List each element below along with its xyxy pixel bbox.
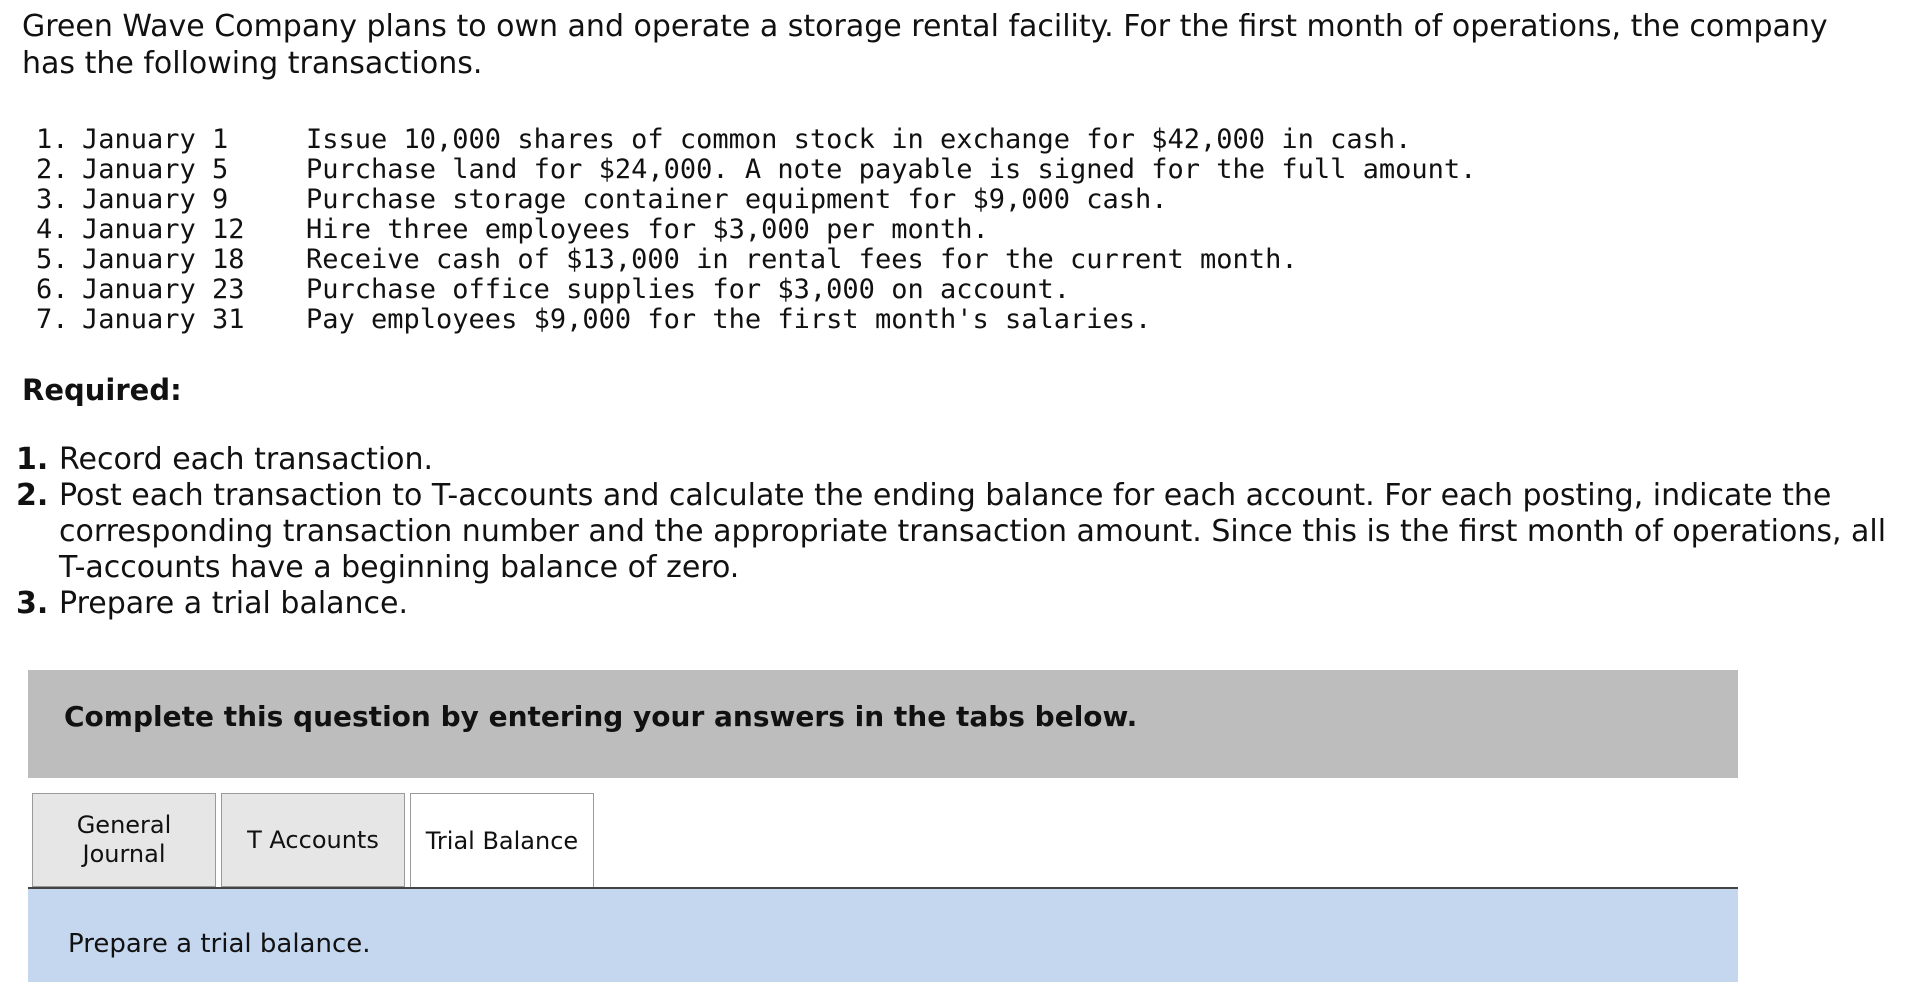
- transaction-description: Purchase office supplies for $3,000 on account.: [306, 274, 1071, 305]
- required-item-number: 1.: [16, 442, 49, 477]
- transaction-number: 4.: [36, 214, 69, 245]
- trial-balance-panel: [28, 889, 1738, 982]
- tab-trial-balance[interactable]: [410, 793, 594, 889]
- transaction-item: [36, 185, 1476, 215]
- transaction-date: January 5: [82, 154, 229, 185]
- transaction-date: January 23: [82, 274, 245, 305]
- required-item-text: Post each transaction to T-accounts and calculate the ending balance for each account. For each posting, indicate the corresponding transaction number and the appropriate transaction amount. Since this is the first month of operations, all T-accounts have a beginning balance of zero.: [59, 478, 1887, 585]
- transaction-description: Receive cash of $13,000 in rental fees for the current month.: [306, 244, 1298, 275]
- required-item-text: Record each transaction.: [59, 442, 434, 477]
- transaction-date: January 31: [82, 304, 245, 335]
- tab-general-journal[interactable]: [32, 793, 216, 887]
- transaction-item: [36, 215, 1476, 245]
- required-item: [16, 478, 1896, 586]
- transaction-item: [36, 305, 1476, 335]
- transaction-list: [36, 125, 1476, 335]
- answer-tabs: [32, 793, 594, 887]
- required-item: [16, 442, 1896, 478]
- transaction-date: January 1: [82, 124, 229, 155]
- problem-intro: Green Wave Company plans to own and operate a storage rental facility. For the first month of operations, the company has the following transactions.: [22, 9, 1828, 81]
- transaction-number: 7.: [36, 304, 69, 335]
- transaction-date: January 12: [82, 214, 245, 245]
- transaction-description: Hire three employees for $3,000 per month.: [306, 214, 989, 245]
- tab-t-accounts-label: T Accounts: [247, 825, 379, 854]
- tab-general-journal-label: General Journal: [76, 811, 172, 868]
- transaction-number: 3.: [36, 184, 69, 215]
- instruction-bar: [28, 670, 1738, 778]
- transaction-item: [36, 155, 1476, 185]
- panel-instruction: Prepare a trial balance.: [68, 929, 371, 959]
- transaction-item: [36, 275, 1476, 305]
- transaction-description: Purchase storage container equipment for $9,000 cash.: [306, 184, 1168, 215]
- required-item-text: Prepare a trial balance.: [59, 586, 409, 621]
- transaction-number: 6.: [36, 274, 69, 305]
- required-item: [16, 586, 1896, 622]
- transaction-item: [36, 125, 1476, 155]
- instruction-text: Complete this question by entering your answers in the tabs below.: [64, 700, 1138, 733]
- transaction-description: Purchase land for $24,000. A note payable is signed for the full amount.: [306, 154, 1477, 185]
- tab-trial-balance-label: Trial Balance: [425, 827, 579, 855]
- transaction-number: 1.: [36, 124, 69, 155]
- required-heading: Required:: [22, 373, 182, 407]
- required-item-number: 3.: [16, 586, 49, 621]
- transaction-number: 5.: [36, 244, 69, 275]
- transaction-date: January 18: [82, 244, 245, 275]
- required-item-number: 2.: [16, 478, 49, 513]
- tab-t-accounts[interactable]: [221, 793, 405, 887]
- transaction-description: Pay employees $9,000 for the first month's salaries.: [306, 304, 1152, 335]
- transaction-number: 2.: [36, 154, 69, 185]
- transaction-description: Issue 10,000 shares of common stock in exchange for $42,000 in cash.: [306, 124, 1412, 155]
- transaction-date: January 9: [82, 184, 229, 215]
- required-list: [16, 442, 1896, 622]
- transaction-item: [36, 245, 1476, 275]
